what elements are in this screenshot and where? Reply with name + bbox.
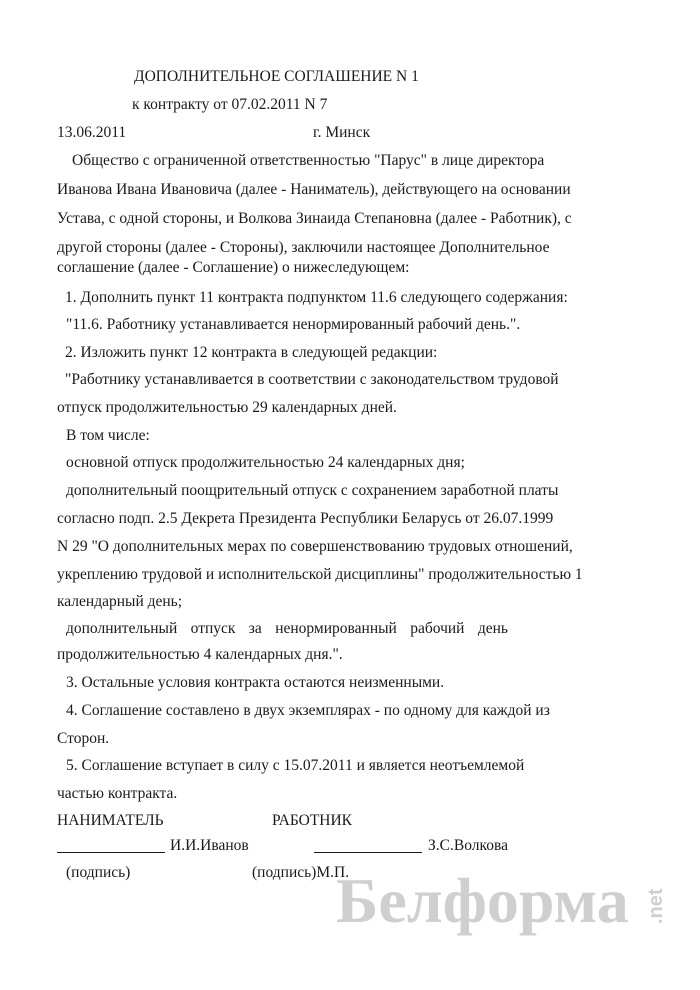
irregular-leave-line: дополнительный отпуск за ненормированный рабочий день bbox=[66, 620, 508, 637]
irregular-leave-line: продолжительностью 4 календарных дня.". bbox=[57, 646, 343, 663]
main-leave: основной отпуск продолжительностью 24 календарных дня; bbox=[66, 454, 465, 471]
intro-line: Устава, с одной стороны, и Волкова Зинаида Степановна (далее - Работник), с bbox=[57, 210, 572, 227]
clause-4-line: Сторон. bbox=[57, 730, 110, 747]
bonus-leave-line: укреплению трудовой и исполнительской дисциплины" продолжительностью 1 bbox=[57, 566, 583, 583]
belforma-watermark bbox=[332, 848, 672, 948]
employer-signature-line bbox=[57, 852, 165, 853]
intro-line: Иванова Ивана Ивановича (далее - Наниматель), действующего на основании bbox=[57, 181, 571, 198]
employee-name: З.С.Волкова bbox=[428, 837, 508, 854]
employer-signature-caption: (подпись) bbox=[66, 864, 131, 881]
clause-3: 3. Остальные условия контракта остаются неизменными. bbox=[66, 674, 445, 691]
employee-heading: РАБОТНИК bbox=[272, 812, 353, 829]
bonus-leave-line: календарный день; bbox=[57, 593, 183, 610]
document-subtitle: к контракту от 07.02.2011 N 7 bbox=[132, 96, 328, 113]
clause-2-quote-line: отпуск продолжительностью 29 календарных дней. bbox=[57, 399, 397, 416]
intro-line: Общество с ограниченной ответственностью "Парус" в лице директора bbox=[72, 152, 545, 169]
intro-line: соглашение (далее - Соглашение) о нижеследующем: bbox=[57, 259, 410, 276]
document-city: г. Минск bbox=[313, 124, 371, 141]
clause-4-line: 4. Соглашение составлено в двух экземплярах - по одному для каждой из bbox=[66, 702, 550, 719]
intro-line: другой стороны (далее - Стороны), заключили настоящее Дополнительное bbox=[57, 239, 550, 256]
clause-2-quote-line: "Работнику устанавливается в соответствии с законодательством трудовой bbox=[65, 371, 559, 388]
clause-5-line: частью контракта. bbox=[57, 785, 178, 802]
watermark-suffix: .net bbox=[645, 888, 667, 924]
clause-1: 1. Дополнить пункт 11 контракта подпунктом 11.6 следующего содержания: bbox=[65, 289, 568, 306]
document-date: 13.06.2011 bbox=[57, 124, 127, 141]
employer-name: И.И.Иванов bbox=[170, 837, 249, 854]
bonus-leave-line: согласно подп. 2.5 Декрета Президента Республики Беларусь от 26.07.1999 bbox=[57, 510, 554, 527]
bonus-leave-line: N 29 "О дополнительных мерах по совершенствованию трудовых отношений, bbox=[57, 538, 573, 555]
clause-2: 2. Изложить пункт 12 контракта в следующей редакции: bbox=[65, 344, 438, 361]
employer-heading: НАНИМАТЕЛЬ bbox=[57, 812, 164, 829]
clause-5-line: 5. Соглашение вступает в силу с 15.07.2011 и является неотъемлемой bbox=[66, 757, 525, 774]
document-title: ДОПОЛНИТЕЛЬНОЕ СОГЛАШЕНИЕ N 1 bbox=[134, 68, 419, 85]
clause-1-quote: "11.6. Работнику устанавливается ненормированный рабочий день.". bbox=[66, 316, 521, 333]
employee-signature-caption: (подпись)М.П. bbox=[252, 864, 350, 881]
including-label: В том числе: bbox=[66, 427, 150, 444]
bonus-leave-line: дополнительный поощрительный отпуск с сохранением заработной платы bbox=[66, 482, 559, 499]
watermark-brand: Белформа bbox=[336, 865, 629, 936]
